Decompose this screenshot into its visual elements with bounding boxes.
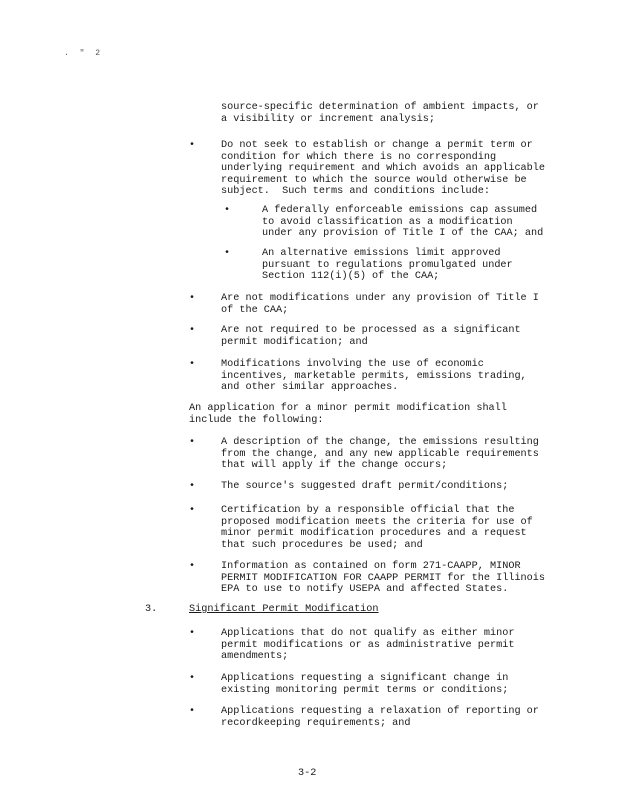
text-line: Applications requesting a significant change in — [221, 673, 509, 684]
bullet-item-not-qualify — [221, 628, 514, 663]
text-line: minor permit modification procedures and a request — [221, 528, 527, 540]
text-line: The source's suggested draft permit/conditions; — [221, 481, 509, 492]
text-line: that such procedures be used; and — [221, 539, 423, 551]
bullet-icon: • — [189, 561, 196, 572]
bullet-item-information-form — [221, 561, 545, 596]
text-line: recordkeeping requirements; and — [221, 717, 411, 729]
text-line: to avoid classification as a modification — [262, 216, 513, 228]
text-line: A description of the change, the emissions resulting — [221, 437, 539, 448]
bullet-icon: • — [189, 706, 196, 717]
bullet-icon: • — [224, 248, 231, 259]
sub-bullet-emissions-cap — [262, 205, 543, 240]
text-line: include the following: — [189, 414, 324, 426]
bullet-item-relaxation — [221, 706, 539, 729]
text-line: Are not required to be processed as a significant — [221, 325, 521, 336]
sub-bullet-alternative-limit — [262, 248, 513, 283]
text-line: existing monitoring permit terms or conditions; — [221, 684, 509, 696]
intro-text — [221, 102, 539, 125]
application-paragraph — [189, 403, 507, 426]
text-line: and other similar approaches. — [221, 382, 399, 394]
text-line: Applications requesting a relaxation of reporting or — [221, 706, 539, 717]
text-line: requirement to which the source would otherwise be — [221, 174, 527, 186]
text-line: EPA to use to notify USEPA and affected States. — [221, 584, 509, 596]
page-number: 3-2 — [298, 768, 317, 779]
text-line: subject. Such terms and conditions include: — [221, 186, 490, 198]
bullet-item-monitoring-change — [221, 673, 508, 696]
text-line: Applications that do not qualify as either minor — [221, 628, 515, 639]
bullet-item-economic-incentives — [221, 359, 527, 394]
text-line: condition for which there is no corresponding — [221, 151, 497, 163]
bullet-icon: • — [189, 481, 196, 492]
text-line: underlying requirement and which avoids an applicable — [221, 163, 546, 175]
bullet-icon: • — [189, 140, 196, 151]
bullet-item-no-corresponding-requirement — [221, 140, 545, 198]
bullet-icon: • — [189, 359, 196, 370]
bullet-icon: • — [189, 325, 196, 336]
text-line: Are not modifications under any provision of Title I — [221, 293, 539, 304]
text-line: source-specific determination of ambient impacts, or — [221, 102, 539, 113]
bullet-item-description — [221, 437, 539, 472]
text-line: permit modification; and — [221, 336, 368, 348]
text-line: Do not seek to establish or change a permit term or — [221, 140, 533, 151]
bullet-icon: • — [224, 205, 231, 216]
bullet-icon: • — [189, 293, 196, 304]
text-line: proposed modification meets the criteria for use of — [221, 516, 533, 528]
bullet-item-not-significant — [221, 325, 521, 348]
section-number: 3. — [145, 604, 158, 615]
bullet-icon: • — [189, 673, 196, 684]
text-line: pursuant to regulations promulgated under — [262, 259, 513, 271]
text-line: from the change, and any new applicable requirements — [221, 448, 539, 460]
text-line: incentives, marketable permits, emissions trading, — [221, 370, 527, 382]
text-line: Modifications involving the use of economic — [221, 359, 484, 370]
text-line: An alternative emissions limit approved — [262, 248, 501, 259]
text-line: under any provision of Title I of the CAA; and — [262, 228, 544, 240]
text-line: Section 112(i)(5) of the CAA; — [262, 271, 440, 283]
text-line: PERMIT MODIFICATION FOR CAAPP PERMIT for the Illinois — [221, 572, 546, 584]
corner-mark: . " 2 — [64, 49, 104, 58]
bullet-icon: • — [189, 437, 196, 448]
text-line: amendments; — [221, 651, 289, 663]
section-heading: Significant Permit Modification — [189, 604, 379, 615]
bullet-item-not-title-i — [221, 293, 539, 316]
text-line: a visibility or increment analysis; — [221, 113, 435, 125]
text-line: A federally enforceable emissions cap assumed — [262, 205, 538, 216]
text-line: Information as contained on form 271-CAAPP, MINOR — [221, 561, 521, 572]
bullet-icon: • — [189, 505, 196, 516]
text-line: Certification by a responsible official that the — [221, 505, 515, 516]
bullet-item-certification — [221, 505, 533, 551]
bullet-item-draft-permit — [221, 481, 508, 493]
text-line: that will apply if the change occurs; — [221, 460, 448, 472]
bullet-icon: • — [189, 628, 196, 639]
text-line: An application for a minor permit modification shall — [189, 403, 507, 414]
text-line: permit modifications or as administrative permit — [221, 639, 515, 651]
text-line: of the CAA; — [221, 304, 289, 316]
